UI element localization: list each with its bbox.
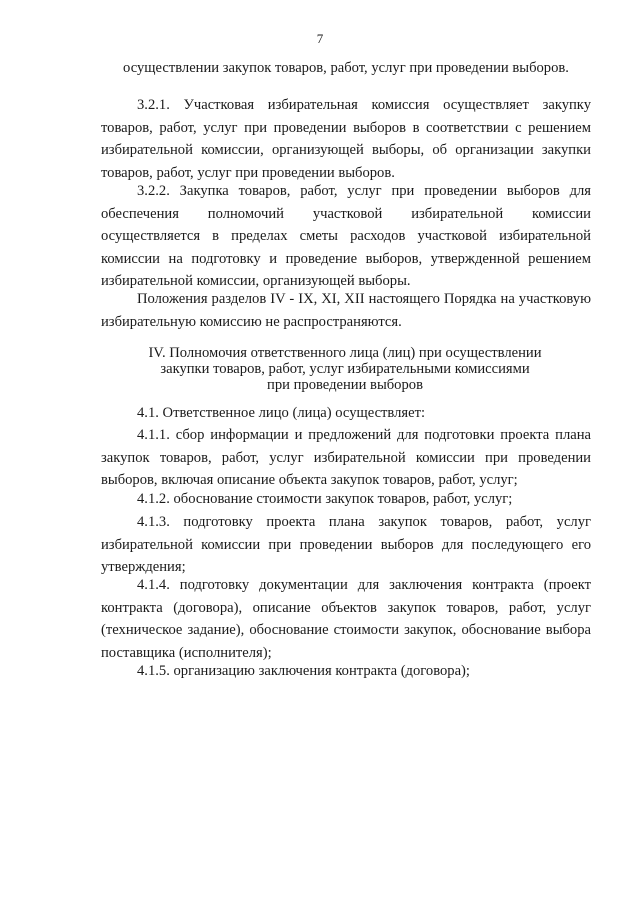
heading-line-1: IV. Полномочия ответственного лица (лиц) при осуществлении <box>148 345 542 361</box>
paragraph-4-1: 4.1. Ответственное лицо (лица) осуществляет: <box>137 405 426 421</box>
paragraph-3-2-1: 3.2.1. Участковая избирательная комиссия осуществляет закупку товаров, работ, услуг при проведении выборов в соответствии с решением избирательной комиссии, организующей выборы, об организации закупки товаров, работ, услуг при проведении выборов. <box>101 97 591 181</box>
paragraph-4-1-5: 4.1.5. организацию заключения контракта (договора); <box>137 663 470 679</box>
heading-line-3: при проведении выборов <box>267 377 423 393</box>
paragraph-4-1-4: 4.1.4. подготовку документации для заключения контракта (проект контракта (договора), описание объектов закупок товаров, работ, услуг (техническое задание), обоснование стоимости закупок, обоснование выбора поставщика (исполнителя); <box>101 577 591 661</box>
paragraph-4-1-2: 4.1.2. обоснование стоимости закупок товаров, работ, услуг; <box>137 491 513 507</box>
page-number: 7 <box>316 31 324 46</box>
carryover-line: осуществлении закупок товаров, работ, услуг при проведении выборов. <box>123 60 569 76</box>
section-heading-iv <box>120 345 570 393</box>
paragraph-4-1-3: 4.1.3. подготовку проекта плана закупок товаров, работ, услуг избирательной комиссии при проведении выборов для последующего его утверждения; <box>101 514 591 575</box>
heading-line-2: закупки товаров, работ, услуг избирательными комиссиями <box>160 361 530 377</box>
paragraph-3-2-2: 3.2.2. Закупка товаров, работ, услуг при проведении выборов для обеспечения полномочий участковой избирательной комиссии осуществляется в пределах сметы расходов участковой избирательной комиссии на подготовку и проведение выборов, утвержденной решением избирательной комиссии, организующей выборы. <box>101 183 591 289</box>
paragraph-provisions: Положения разделов IV - IX, XI, XII настоящего Порядка на участковую избирательную комиссию не распространяются. <box>101 291 591 330</box>
paragraph-4-1-1: 4.1.1. сбор информации и предложений для подготовки проекта плана закупок товаров, работ, услуг избирательной комиссии при проведении выборов, включая описание объекта закупок товаров, работ, услуг; <box>101 427 591 488</box>
